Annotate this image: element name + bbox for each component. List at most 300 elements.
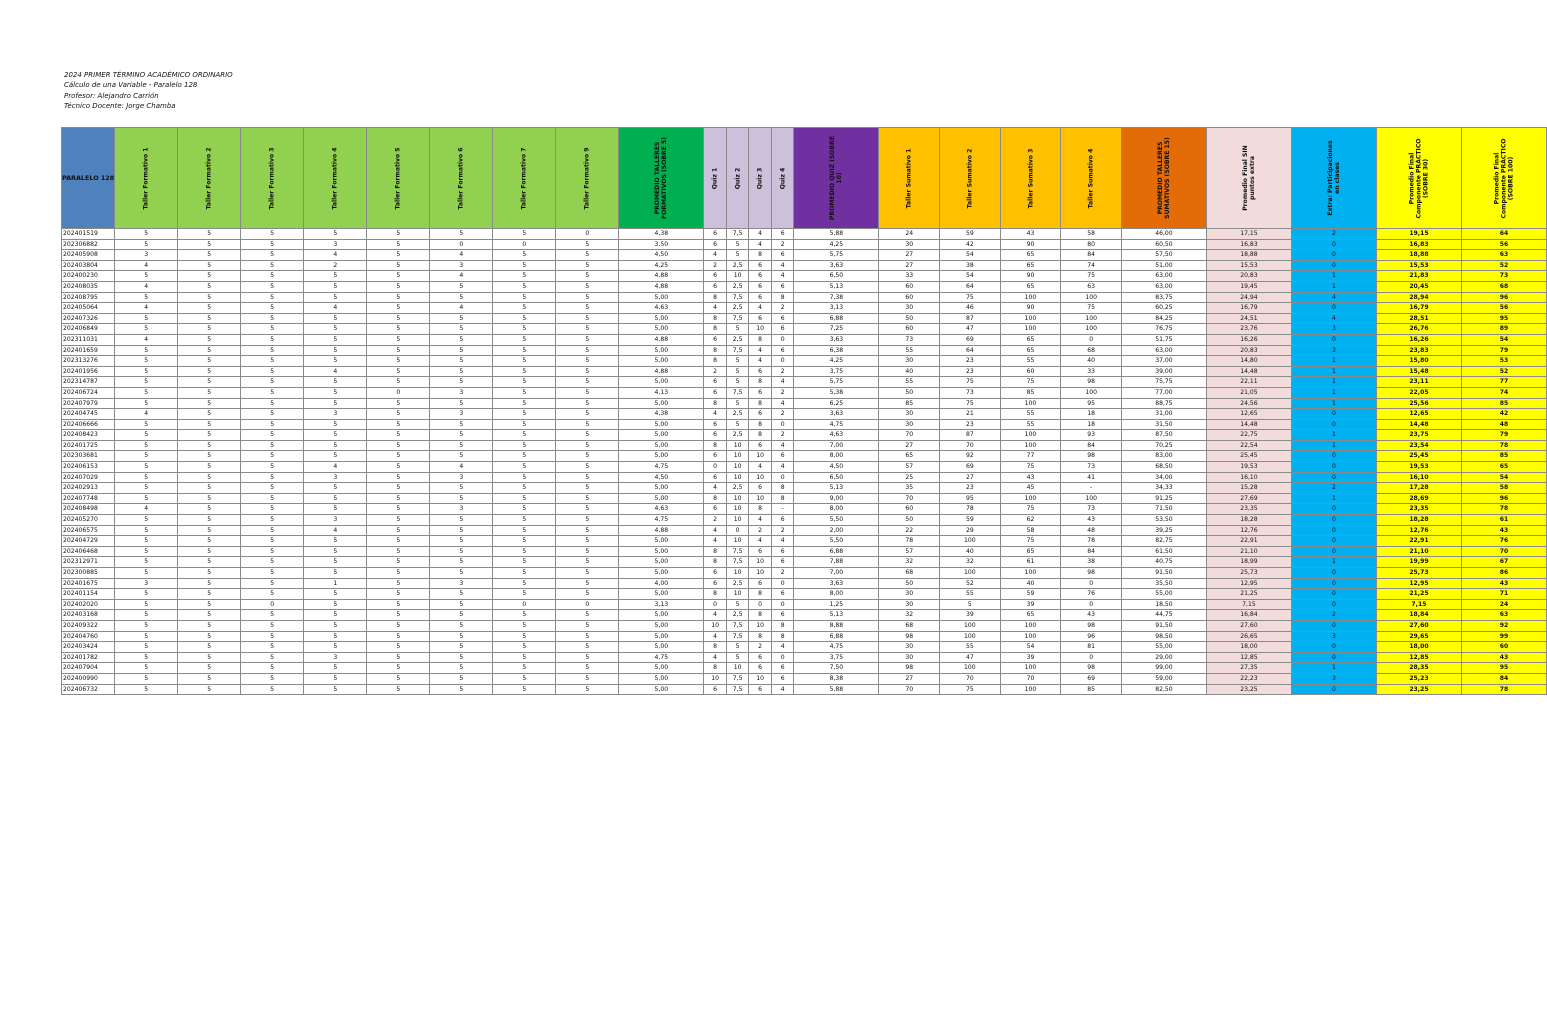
promedio-final-100-cell: 43 (1461, 578, 1546, 589)
formativo-7-cell: 5 (493, 324, 556, 335)
student-id-cell: 202406724 (62, 387, 115, 398)
promedio-formativos-cell: 5,00 (619, 546, 704, 557)
promedio-sumativos-cell: 76,75 (1121, 324, 1206, 335)
promedio-final-100-cell: 60 (1461, 642, 1546, 653)
formativo-2-cell: 5 (178, 557, 241, 568)
sumativo-3-cell: 75 (1000, 504, 1061, 515)
taller-formativo-7-header (493, 128, 556, 229)
formativo-9-cell: 5 (556, 366, 619, 377)
promedio-quiz-cell: 3,13 (794, 303, 879, 314)
formativo-4-cell: 5 (304, 345, 367, 356)
sumativo-1-cell: 98 (879, 631, 940, 642)
quiz-1-cell: 8 (704, 546, 727, 557)
formativo-7-cell: 0 (493, 599, 556, 610)
promedio-final-100-cell: 85 (1461, 398, 1546, 409)
sumativo-4-cell: 69 (1061, 673, 1122, 684)
student-id-cell: 202313276 (62, 356, 115, 367)
table-row (62, 229, 1547, 240)
promedio-sumativos-cell: 82,50 (1121, 684, 1206, 695)
sumativo-3-cell: 100 (1000, 292, 1061, 303)
promedio-final-30-cell: 16,83 (1376, 239, 1461, 250)
taller-formativo-1-label: Taller Formativo 1 (142, 146, 150, 210)
assistant-name: Técnico Docente: Jorge Chamba (64, 102, 176, 111)
formativo-2-cell: 5 (178, 546, 241, 557)
quiz-2-cell: 5 (726, 366, 749, 377)
formativo-9-cell: 5 (556, 557, 619, 568)
formativo-9-cell: 5 (556, 504, 619, 515)
promedio-formativos-cell: 5,00 (619, 536, 704, 547)
promedio-final-30-cell: 18,84 (1376, 610, 1461, 621)
formativo-6-cell: 5 (430, 483, 493, 494)
sumativo-4-cell: 100 (1061, 493, 1122, 504)
taller-formativo-3-header (241, 128, 304, 229)
formativo-6-cell: 3 (430, 260, 493, 271)
formativo-3-cell: 5 (241, 536, 304, 547)
promedio-quiz-cell: 7,88 (794, 557, 879, 568)
formativo-1-cell: 5 (115, 440, 178, 451)
sumativo-4-cell: 41 (1061, 472, 1122, 483)
formativo-5-cell: 5 (367, 324, 430, 335)
formativo-4-cell: 4 (304, 462, 367, 473)
formativo-6-cell: 5 (430, 673, 493, 684)
formativo-2-cell: 5 (178, 652, 241, 663)
table-row (62, 462, 1547, 473)
sumativo-2-cell: 59 (940, 515, 1001, 526)
formativo-1-cell: 5 (115, 483, 178, 494)
formativo-1-cell: 5 (115, 345, 178, 356)
promedio-final-100-cell: 61 (1461, 515, 1546, 526)
formativo-6-cell: 3 (430, 472, 493, 483)
student-id-cell: 202407029 (62, 472, 115, 483)
promedio-quiz-cell: 7,25 (794, 324, 879, 335)
quiz-3-cell: 6 (749, 271, 772, 282)
quiz-3-cell: 10 (749, 472, 772, 483)
sumativo-2-cell: 5 (940, 599, 1001, 610)
quiz-1-cell: 8 (704, 356, 727, 367)
sumativo-3-cell: 54 (1000, 642, 1061, 653)
promedio-sin-extra-cell: 12,85 (1206, 652, 1291, 663)
sumativo-1-cell: 60 (879, 324, 940, 335)
promedio-formativos-cell: 4,88 (619, 271, 704, 282)
formativo-5-cell: 5 (367, 546, 430, 557)
promedio-formativos-cell: 5,00 (619, 631, 704, 642)
quiz-4-cell: 4 (771, 684, 794, 695)
sumativo-3-cell: 65 (1000, 281, 1061, 292)
extra-puntos-cell: 0 (1291, 652, 1376, 663)
sumativo-4-cell: 58 (1061, 229, 1122, 240)
formativo-3-cell: 5 (241, 387, 304, 398)
sumativo-1-cell: 68 (879, 568, 940, 579)
extra-puntos-cell: 0 (1291, 578, 1376, 589)
formativo-2-cell: 5 (178, 536, 241, 547)
formativo-4-cell: 5 (304, 271, 367, 282)
formativo-3-cell: 5 (241, 229, 304, 240)
formativo-4-cell: 3 (304, 409, 367, 420)
promedio-talleres-formativos-header (619, 128, 704, 229)
formativo-5-cell: 5 (367, 568, 430, 579)
promedio-sumativos-cell: 84,25 (1121, 313, 1206, 324)
term-title: 2024 PRIMER TÉRMINO ACADÉMICO ORDINARIO (64, 71, 233, 79)
quiz-2-cell: 10 (726, 568, 749, 579)
promedio-sumativos-cell: 87,50 (1121, 430, 1206, 441)
promedio-quiz-cell: 4,50 (794, 462, 879, 473)
promedio-sumativos-cell: 51,75 (1121, 334, 1206, 345)
promedio-sin-extra-cell: 7,15 (1206, 599, 1291, 610)
formativo-7-cell: 5 (493, 610, 556, 621)
formativo-6-cell: 4 (430, 250, 493, 261)
taller-formativo-9-label: Taller Formativo 9 (583, 146, 591, 210)
sumativo-4-cell: 95 (1061, 398, 1122, 409)
formativo-9-cell: 5 (556, 430, 619, 441)
promedio-final-100-cell: 92 (1461, 620, 1546, 631)
formativo-3-cell: 5 (241, 631, 304, 642)
formativo-4-cell: 2 (304, 260, 367, 271)
quiz-4-label: Quiz 4 (779, 167, 787, 189)
formativo-9-cell: 5 (556, 440, 619, 451)
student-id-cell: 202408498 (62, 504, 115, 515)
promedio-sin-extra-cell: 12,65 (1206, 409, 1291, 420)
formativo-5-cell: 5 (367, 536, 430, 547)
promedio-formativos-cell: 4,38 (619, 409, 704, 420)
formativo-3-cell: 5 (241, 557, 304, 568)
promedio-final-30-cell: 12,85 (1376, 652, 1461, 663)
sumativo-1-cell: 33 (879, 271, 940, 282)
formativo-9-cell: 5 (556, 419, 619, 430)
promedio-final-30-cell: 16,26 (1376, 334, 1461, 345)
table-row (62, 472, 1547, 483)
formativo-6-cell: 5 (430, 229, 493, 240)
formativo-3-cell: 5 (241, 430, 304, 441)
quiz-4-cell: 0 (771, 652, 794, 663)
formativo-4-cell: 5 (304, 493, 367, 504)
student-id-cell: 202401725 (62, 440, 115, 451)
sumativo-3-cell: 43 (1000, 472, 1061, 483)
quiz-2-cell: 5 (726, 599, 749, 610)
formativo-9-cell: 5 (556, 546, 619, 557)
quiz-2-cell: 5 (726, 419, 749, 430)
sumativo-4-cell: 74 (1061, 260, 1122, 271)
sumativo-3-cell: 70 (1000, 673, 1061, 684)
promedio-final-100-cell: 43 (1461, 525, 1546, 536)
table-row (62, 334, 1547, 345)
formativo-5-cell: 5 (367, 292, 430, 303)
quiz-2-cell: 5 (726, 398, 749, 409)
formativo-5-cell: 5 (367, 472, 430, 483)
sumativo-3-cell: 62 (1000, 515, 1061, 526)
sumativo-2-cell: 75 (940, 398, 1001, 409)
formativo-4-cell: 3 (304, 472, 367, 483)
student-id-cell: 202404729 (62, 536, 115, 547)
formativo-3-cell: 5 (241, 377, 304, 388)
formativo-9-cell: 5 (556, 652, 619, 663)
promedio-sumativos-cell: 83,00 (1121, 451, 1206, 462)
table-row (62, 557, 1547, 568)
quiz-1-cell: 8 (704, 557, 727, 568)
formativo-2-cell: 5 (178, 620, 241, 631)
promedio-formativos-cell: 4,38 (619, 229, 704, 240)
formativo-6-cell: 5 (430, 419, 493, 430)
sumativo-1-cell: 85 (879, 398, 940, 409)
formativo-7-cell: 5 (493, 409, 556, 420)
quiz-3-cell: 6 (749, 546, 772, 557)
formativo-6-cell: 5 (430, 366, 493, 377)
formativo-2-cell: 5 (178, 430, 241, 441)
promedio-final-30-cell: 19,99 (1376, 557, 1461, 568)
sumativo-4-cell: 0 (1061, 599, 1122, 610)
formativo-3-cell: 5 (241, 419, 304, 430)
sumativo-1-cell: 57 (879, 462, 940, 473)
promedio-quiz-cell: 8,38 (794, 673, 879, 684)
sumativo-2-cell: 55 (940, 642, 1001, 653)
formativo-7-cell: 5 (493, 419, 556, 430)
formativo-7-cell: 5 (493, 525, 556, 536)
sumativo-3-cell: 100 (1000, 313, 1061, 324)
formativo-1-cell: 5 (115, 515, 178, 526)
formativo-5-cell: 0 (367, 387, 430, 398)
formativo-4-cell: 5 (304, 430, 367, 441)
quiz-4-cell: 8 (771, 493, 794, 504)
quiz-4-cell: 0 (771, 334, 794, 345)
sumativo-1-cell: 60 (879, 504, 940, 515)
formativo-2-cell: 5 (178, 292, 241, 303)
sumativo-3-cell: 65 (1000, 250, 1061, 261)
formativo-3-cell: 5 (241, 462, 304, 473)
sumativo-1-cell: 32 (879, 557, 940, 568)
quiz-1-cell: 6 (704, 504, 727, 515)
student-id-cell: 202405064 (62, 303, 115, 314)
promedio-formativos-cell: 5,00 (619, 419, 704, 430)
quiz-1-cell: 10 (704, 620, 727, 631)
sumativo-3-cell: 40 (1000, 578, 1061, 589)
quiz-1-cell: 6 (704, 568, 727, 579)
formativo-7-cell: 5 (493, 292, 556, 303)
sumativo-2-cell: 29 (940, 525, 1001, 536)
promedio-sin-extra-cell: 27,35 (1206, 663, 1291, 674)
quiz-3-cell: 10 (749, 620, 772, 631)
promedio-formativos-cell: 4,50 (619, 250, 704, 261)
formativo-9-cell: 5 (556, 620, 619, 631)
extra-puntos-cell: 0 (1291, 462, 1376, 473)
formativo-6-cell: 3 (430, 409, 493, 420)
promedio-sin-extra-cell: 24,56 (1206, 398, 1291, 409)
table-row (62, 504, 1547, 515)
quiz-1-cell: 6 (704, 684, 727, 695)
formativo-5-cell: 5 (367, 345, 430, 356)
promedio-quiz-header (794, 128, 879, 229)
formativo-3-cell: 5 (241, 578, 304, 589)
formativo-9-cell: 5 (556, 303, 619, 314)
student-id-cell: 202400990 (62, 673, 115, 684)
formativo-5-cell: 5 (367, 334, 430, 345)
formativo-7-cell: 5 (493, 398, 556, 409)
promedio-final-100-cell: 86 (1461, 568, 1546, 579)
promedio-sin-extra-cell: 18,88 (1206, 250, 1291, 261)
formativo-2-cell: 5 (178, 483, 241, 494)
sumativo-4-cell: 100 (1061, 313, 1122, 324)
promedio-sumativos-cell: 91,50 (1121, 620, 1206, 631)
table-row (62, 493, 1547, 504)
quiz-1-cell: 8 (704, 324, 727, 335)
promedio-sumativos-cell: 31,50 (1121, 419, 1206, 430)
promedio-sumativos-cell: 91,50 (1121, 568, 1206, 579)
extra-puntos-cell: 0 (1291, 525, 1376, 536)
table-row (62, 515, 1547, 526)
sumativo-3-cell: 100 (1000, 663, 1061, 674)
sumativo-3-cell: 65 (1000, 546, 1061, 557)
quiz-4-cell: 4 (771, 642, 794, 653)
sumativo-3-cell: 59 (1000, 589, 1061, 600)
promedio-sin-extra-cell: 12,76 (1206, 525, 1291, 536)
sumativo-4-cell: 85 (1061, 684, 1122, 695)
promedio-formativos-cell: 5,00 (619, 292, 704, 303)
formativo-4-cell: 5 (304, 536, 367, 547)
sumativo-3-cell: 55 (1000, 419, 1061, 430)
quiz-3-cell: 8 (749, 419, 772, 430)
formativo-9-cell: 5 (556, 493, 619, 504)
course-title: Cálculo de una Variable - Paralelo 128 (64, 81, 198, 90)
table-row (62, 599, 1547, 610)
formativo-6-cell: 5 (430, 557, 493, 568)
quiz-1-cell: 8 (704, 493, 727, 504)
extra-puntos-cell: 0 (1291, 684, 1376, 695)
sumativo-4-cell: 96 (1061, 631, 1122, 642)
promedio-formativos-cell: 5,00 (619, 483, 704, 494)
formativo-9-cell: 5 (556, 356, 619, 367)
formativo-1-cell: 5 (115, 229, 178, 240)
promedio-sumativos-cell: 53,50 (1121, 515, 1206, 526)
formativo-3-cell: 5 (241, 313, 304, 324)
sumativo-2-cell: 21 (940, 409, 1001, 420)
extra-puntos-cell: 0 (1291, 260, 1376, 271)
quiz-2-cell: 10 (726, 589, 749, 600)
formativo-1-cell: 5 (115, 684, 178, 695)
quiz-3-cell: 2 (749, 642, 772, 653)
table-row (62, 345, 1547, 356)
formativo-9-cell: 0 (556, 599, 619, 610)
table-row (62, 387, 1547, 398)
sumativo-1-cell: 35 (879, 483, 940, 494)
formativo-1-cell: 4 (115, 303, 178, 314)
formativo-3-cell: 5 (241, 546, 304, 557)
formativo-6-cell: 5 (430, 493, 493, 504)
formativo-4-cell: 1 (304, 578, 367, 589)
sumativo-3-cell: 43 (1000, 229, 1061, 240)
formativo-2-cell: 5 (178, 303, 241, 314)
promedio-final-100-cell: 79 (1461, 430, 1546, 441)
quiz-4-cell: 0 (771, 356, 794, 367)
sumativo-4-cell: 18 (1061, 409, 1122, 420)
sumativo-3-cell: 100 (1000, 324, 1061, 335)
sumativo-1-cell: 22 (879, 525, 940, 536)
formativo-7-cell: 5 (493, 356, 556, 367)
promedio-final-100-cell: 63 (1461, 610, 1546, 621)
quiz-4-cell: 2 (771, 409, 794, 420)
extra-puntos-cell: 0 (1291, 546, 1376, 557)
formativo-2-cell: 5 (178, 229, 241, 240)
quiz-1-label: Quiz 1 (711, 167, 719, 189)
formativo-6-cell: 5 (430, 292, 493, 303)
formativo-6-cell: 5 (430, 377, 493, 388)
student-id-cell: 202408423 (62, 430, 115, 441)
promedio-quiz-cell: 3,63 (794, 409, 879, 420)
quiz-1-cell: 4 (704, 631, 727, 642)
promedio-quiz-cell: 5,50 (794, 536, 879, 547)
student-id-cell: 202408795 (62, 292, 115, 303)
promedio-final-30-cell: 25,45 (1376, 451, 1461, 462)
quiz-4-cell: 2 (771, 303, 794, 314)
promedio-sin-extra-cell: 22,23 (1206, 673, 1291, 684)
quiz-3-cell: 4 (749, 536, 772, 547)
formativo-2-cell: 5 (178, 409, 241, 420)
promedio-quiz-cell: 5,13 (794, 610, 879, 621)
formativo-6-cell: 5 (430, 313, 493, 324)
promedio-sin-extra-cell: 22,91 (1206, 536, 1291, 547)
formativo-5-cell: 5 (367, 599, 430, 610)
sumativo-1-cell: 24 (879, 229, 940, 240)
formativo-6-cell: 4 (430, 303, 493, 314)
table-row (62, 642, 1547, 653)
formativo-7-cell: 5 (493, 334, 556, 345)
sumativo-4-cell: 100 (1061, 292, 1122, 303)
promedio-formativos-cell: 5,00 (619, 610, 704, 621)
sumativo-2-cell: 54 (940, 250, 1001, 261)
quiz-1-cell: 8 (704, 398, 727, 409)
formativo-1-cell: 4 (115, 409, 178, 420)
quiz-2-cell: 7,5 (726, 673, 749, 684)
promedio-talleres-formativos-label: PROMEDIO TALLERES FORMATIVOS (SOBRE 5) (654, 136, 669, 220)
promedio-quiz-cell: 8,88 (794, 620, 879, 631)
quiz-4-cell: 4 (771, 462, 794, 473)
sumativo-1-cell: 30 (879, 589, 940, 600)
formativo-6-cell: 5 (430, 620, 493, 631)
student-id-cell: 202406732 (62, 684, 115, 695)
sumativo-2-cell: 92 (940, 451, 1001, 462)
formativo-3-cell: 5 (241, 525, 304, 536)
sumativo-3-cell: 100 (1000, 568, 1061, 579)
promedio-sin-extra-cell: 21,10 (1206, 546, 1291, 557)
promedio-quiz-cell: 2,00 (794, 525, 879, 536)
formativo-2-cell: 5 (178, 260, 241, 271)
formativo-4-cell: 4 (304, 525, 367, 536)
promedio-final-30-cell: 23,54 (1376, 440, 1461, 451)
extra-participaciones-header (1291, 128, 1376, 229)
promedio-quiz-cell: 3,63 (794, 578, 879, 589)
formativo-7-cell: 5 (493, 557, 556, 568)
quiz-4-cell: 6 (771, 229, 794, 240)
student-id-cell: 202406575 (62, 525, 115, 536)
formativo-3-cell: 5 (241, 366, 304, 377)
promedio-final-30-cell: 19,15 (1376, 229, 1461, 240)
quiz-1-cell: 8 (704, 292, 727, 303)
sumativo-1-cell: 65 (879, 451, 940, 462)
quiz-4-cell: 4 (771, 536, 794, 547)
sumativo-3-cell: 55 (1000, 356, 1061, 367)
sumativo-1-cell: 30 (879, 599, 940, 610)
promedio-sin-extra-cell: 12,95 (1206, 578, 1291, 589)
promedio-final-30-cell: 21,10 (1376, 546, 1461, 557)
quiz-4-cell: 6 (771, 546, 794, 557)
promedio-sin-extra-cell: 15,28 (1206, 483, 1291, 494)
formativo-9-cell: 5 (556, 387, 619, 398)
formativo-7-cell: 5 (493, 430, 556, 441)
formativo-5-cell: 5 (367, 440, 430, 451)
sumativo-4-cell: 40 (1061, 356, 1122, 367)
extra-puntos-cell: 1 (1291, 663, 1376, 674)
promedio-sumativos-cell: 55,00 (1121, 589, 1206, 600)
sumativo-4-cell: 84 (1061, 546, 1122, 557)
quiz-3-cell: 8 (749, 589, 772, 600)
formativo-6-cell: 5 (430, 334, 493, 345)
